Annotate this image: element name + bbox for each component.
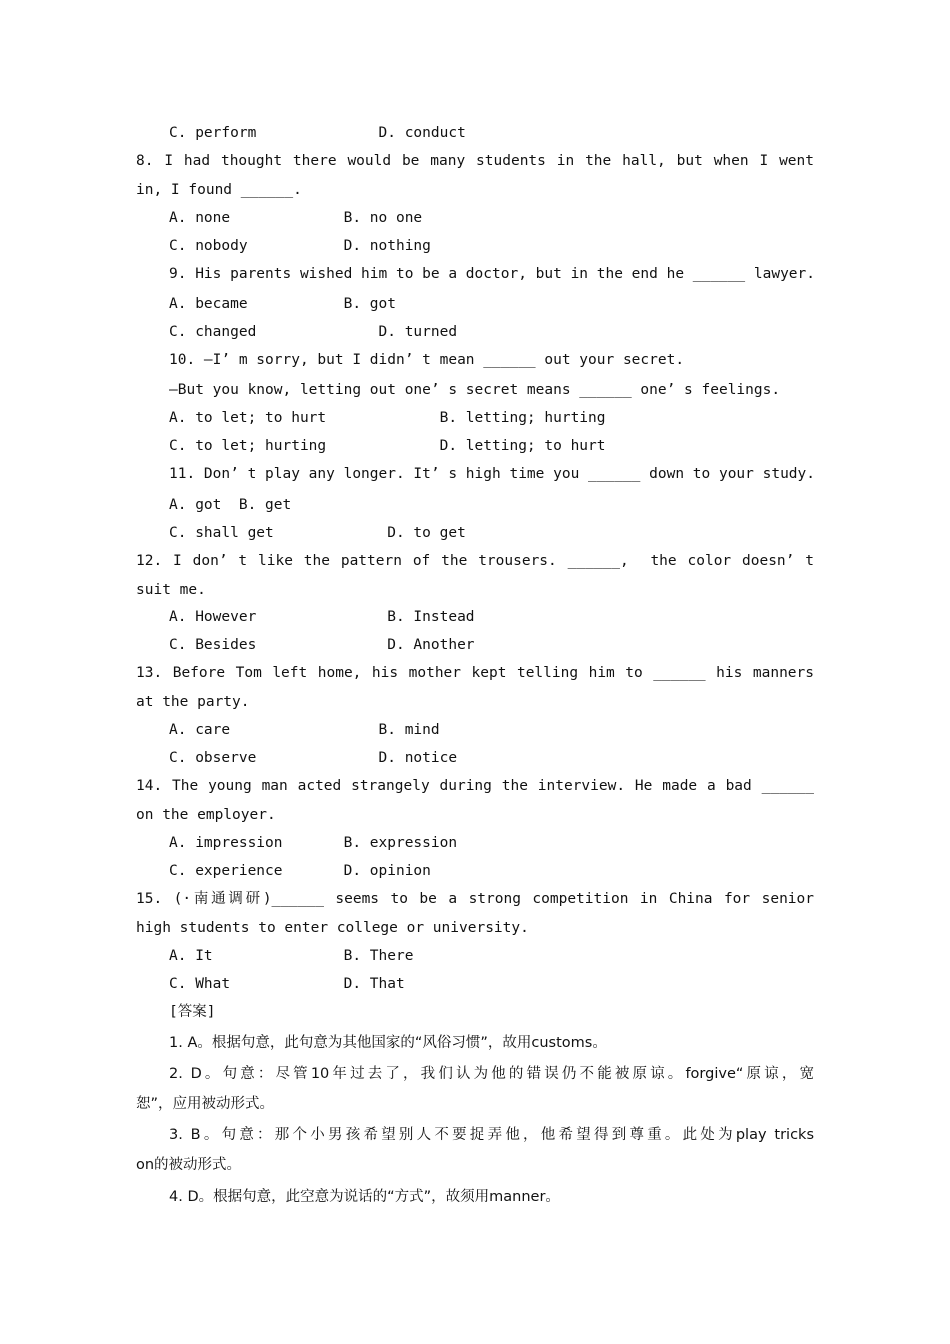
question-10-options-ab: A. to let; to hurt B. letting; hurting bbox=[169, 410, 606, 426]
question-14-stem-line-2: on the employer. bbox=[136, 807, 276, 823]
question-7-options-cd: C. perform D. conduct bbox=[169, 125, 466, 141]
question-13-stem-line-1: 13. Before Tom left home, his mother kept telling him to ______ his manners bbox=[136, 665, 814, 681]
question-8-stem-line-2: in, I found ______. bbox=[136, 182, 302, 198]
question-15-stem-line-2: high students to enter college or university. bbox=[136, 920, 529, 936]
question-8-options-cd: C. nobody D. nothing bbox=[169, 238, 431, 254]
question-11-options-cd: C. shall get D. to get bbox=[169, 525, 466, 541]
question-15-options-ab: A. It B. There bbox=[169, 948, 414, 964]
answer-2-line-1: 2. D。句意：尽管10年过去了，我们认为他的错误仍不能被原谅。forgive“原谅，宽 bbox=[169, 1066, 814, 1082]
answer-4: 4. D。根据句意，此空意为说话的“方式”，故须用manner。 bbox=[169, 1189, 560, 1205]
question-8-options-ab: A. none B. no one bbox=[169, 210, 423, 226]
question-10-stem-line-1: 10. —I’ m sorry, but I didn’ t mean ______ out your secret. bbox=[169, 352, 685, 368]
question-11-stem: 11. Don’ t play any longer. It’ s high time you ______ down to your study. bbox=[169, 466, 816, 482]
question-15-stem-line-1: 15. (·南通调研)______ seems to be a strong competition in China for senior bbox=[136, 891, 814, 907]
question-15-options-cd: C. What D. That bbox=[169, 976, 405, 992]
question-12-options-ab: A. However B. Instead bbox=[169, 609, 475, 625]
question-13-stem-line-2: at the party. bbox=[136, 694, 250, 710]
question-13-options-cd: C. observe D. notice bbox=[169, 750, 458, 766]
question-8-stem-line-1: 8. I had thought there would be many students in the hall, but when I went bbox=[136, 153, 814, 169]
question-9-options-ab: A. became B. got bbox=[169, 296, 396, 312]
question-10-options-cd: C. to let; hurting D. letting; to hurt bbox=[169, 438, 606, 454]
answers-heading: [答案] bbox=[169, 1004, 216, 1020]
question-12-options-cd: C. Besides D. Another bbox=[169, 637, 475, 653]
question-14-stem-line-1: 14. The young man acted strangely during the interview. He made a bad ______ bbox=[136, 778, 814, 794]
answer-2-line-2: 恕”，应用被动形式。 bbox=[136, 1096, 275, 1112]
question-12-stem-line-2: suit me. bbox=[136, 582, 206, 598]
question-9-stem: 9. His parents wished him to be a doctor, but in the end he ______ lawyer. bbox=[169, 266, 816, 282]
question-12-stem-line-1: 12. I don’ t like the pattern of the trousers. ______, the color doesn’ t bbox=[136, 553, 814, 569]
answer-3-line-2: on的被动形式。 bbox=[136, 1157, 242, 1173]
answer-3-line-1: 3. B。句意：那个小男孩希望别人不要捉弄他，他希望得到尊重。此处为play tricks bbox=[169, 1127, 814, 1143]
question-10-stem-line-2: —But you know, letting out one’ s secret means ______ one’ s feelings. bbox=[169, 382, 781, 398]
question-11-options-ab: A. got B. get bbox=[169, 497, 292, 513]
question-13-options-ab: A. care B. mind bbox=[169, 722, 440, 738]
question-14-options-ab: A. impression B. expression bbox=[169, 835, 458, 851]
question-14-options-cd: C. experience D. opinion bbox=[169, 863, 431, 879]
answer-1: 1. A。根据句意，此句意为其他国家的“风俗习惯”，故用customs。 bbox=[169, 1035, 607, 1051]
question-9-options-cd: C. changed D. turned bbox=[169, 324, 458, 340]
